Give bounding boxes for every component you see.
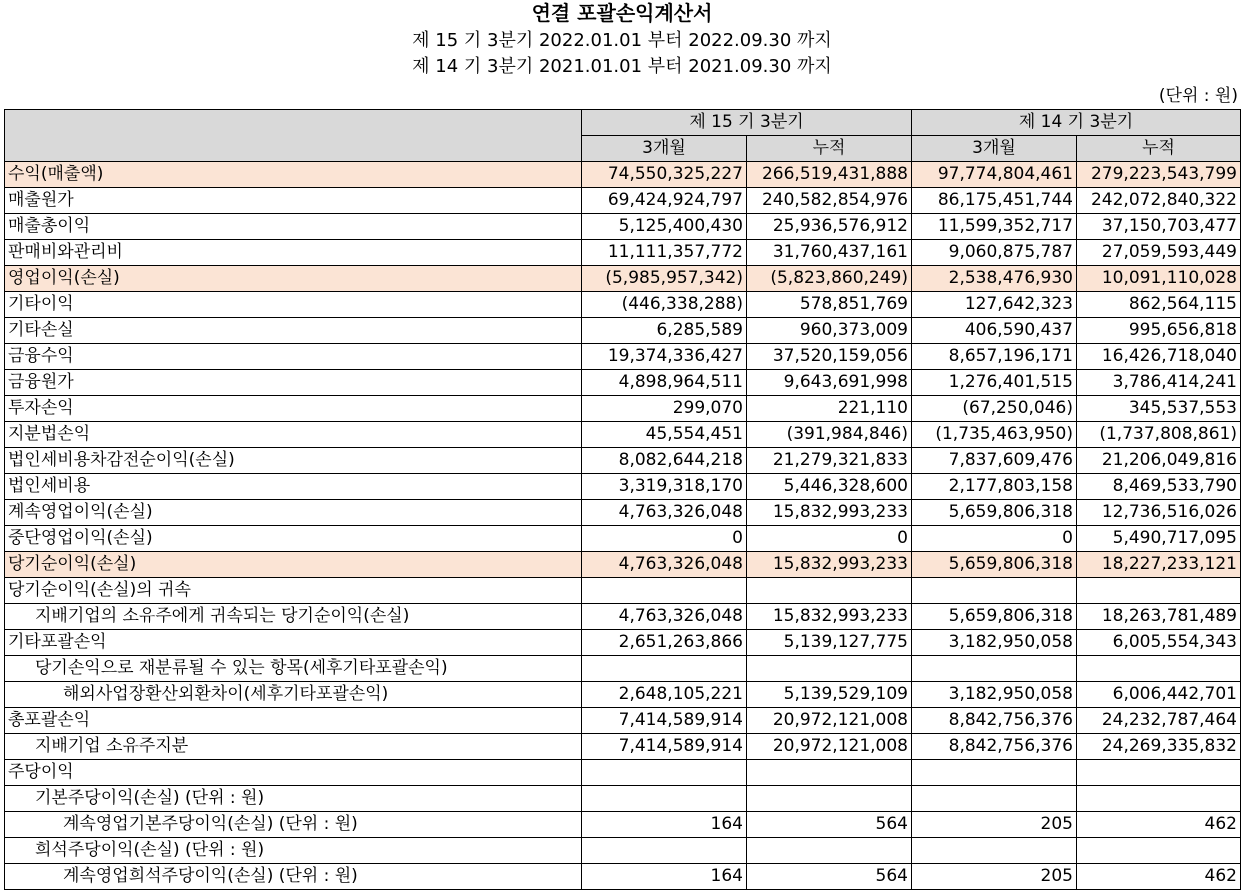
cell-current-cum: 5,446,328,600 [747,474,912,500]
cell-prior-3m: 2,538,476,930 [912,266,1077,292]
row-label: 지분법손익 [5,422,582,448]
cell-current-3m: 299,070 [582,396,747,422]
cell-current-3m: 0 [582,526,747,552]
table-row [5,188,1241,214]
cell-prior-3m: 3,182,950,058 [912,682,1077,708]
cell-prior-cum: 279,223,543,799 [1077,162,1241,188]
cell-prior-3m [912,578,1077,604]
header-prior-cum: 누적 [1077,136,1241,162]
table-row [5,838,1241,864]
cell-prior-3m: 8,657,196,171 [912,344,1077,370]
table-row [5,370,1241,396]
cell-prior-3m: 3,182,950,058 [912,630,1077,656]
cell-current-cum: 15,832,993,233 [747,500,912,526]
table-row [5,162,1241,188]
cell-prior-cum: 21,206,049,816 [1077,448,1241,474]
cell-current-3m: 6,285,589 [582,318,747,344]
cell-current-3m: 7,414,589,914 [582,734,747,760]
cell-current-cum: 9,643,691,998 [747,370,912,396]
row-label: 투자손익 [5,396,582,422]
cell-current-3m: 7,414,589,914 [582,708,747,734]
cell-prior-cum: 18,227,233,121 [1077,552,1241,578]
cell-prior-3m [912,760,1077,786]
cell-prior-3m [912,656,1077,682]
cell-current-3m: 3,319,318,170 [582,474,747,500]
row-label: 기타포괄손익 [5,630,582,656]
table-row [5,578,1241,604]
header-row-period [5,110,1241,136]
cell-prior-3m: 205 [912,812,1077,838]
row-label: 지배기업의 소유주에게 귀속되는 당기순이익(손실) [5,604,582,630]
cell-prior-cum [1077,786,1241,812]
cell-current-cum: (391,984,846) [747,422,912,448]
table-row [5,682,1241,708]
cell-current-cum: 960,373,009 [747,318,912,344]
cell-prior-3m: 205 [912,864,1077,890]
row-label: 매출총이익 [5,214,582,240]
table-row [5,266,1241,292]
table-row [5,864,1241,890]
row-label: 해외사업장환산외환차이(세후기타포괄손익) [5,682,582,708]
unit-label: (단위 : 원) [1158,86,1238,106]
row-label: 영업이익(손실) [5,266,582,292]
row-label: 계속영업기본주당이익(손실) (단위 : 원) [5,812,582,838]
cell-current-cum: 578,851,769 [747,292,912,318]
table-row [5,396,1241,422]
cell-prior-cum: 345,537,553 [1077,396,1241,422]
cell-prior-3m: (1,735,463,950) [912,422,1077,448]
row-label: 기본주당이익(손실) (단위 : 원) [5,786,582,812]
table-row [5,422,1241,448]
row-label: 매출원가 [5,188,582,214]
cell-prior-3m: 8,842,756,376 [912,708,1077,734]
row-label: 계속영업이익(손실) [5,500,582,526]
cell-prior-cum: 995,656,818 [1077,318,1241,344]
row-label: 금융수익 [5,344,582,370]
cell-prior-cum: 8,469,533,790 [1077,474,1241,500]
cell-prior-3m: 5,659,806,318 [912,552,1077,578]
cell-current-3m: 74,550,325,227 [582,162,747,188]
header-current-cum: 누적 [747,136,912,162]
cell-prior-3m: 5,659,806,318 [912,500,1077,526]
table-row [5,760,1241,786]
cell-prior-3m: 127,642,323 [912,292,1077,318]
cell-current-cum: 5,139,127,775 [747,630,912,656]
cell-prior-cum: 6,005,554,343 [1077,630,1241,656]
cell-current-cum: 221,110 [747,396,912,422]
cell-current-3m: 2,648,105,221 [582,682,747,708]
cell-current-cum: 564 [747,864,912,890]
table-row [5,318,1241,344]
cell-prior-3m: 11,599,352,717 [912,214,1077,240]
cell-prior-3m: 8,842,756,376 [912,734,1077,760]
cell-prior-cum: 462 [1077,864,1241,890]
cell-prior-3m [912,838,1077,864]
table-row [5,240,1241,266]
cell-prior-cum: 462 [1077,812,1241,838]
row-label: 법인세비용차감전순이익(손실) [5,448,582,474]
cell-prior-3m: 2,177,803,158 [912,474,1077,500]
table-row [5,552,1241,578]
cell-prior-3m: 7,837,609,476 [912,448,1077,474]
table-row [5,344,1241,370]
cell-current-cum: 20,972,121,008 [747,734,912,760]
cell-prior-cum: 862,564,115 [1077,292,1241,318]
cell-current-3m: 8,082,644,218 [582,448,747,474]
table-row [5,734,1241,760]
table-row [5,474,1241,500]
header-current-period: 제 15 기 3분기 [582,110,912,136]
cell-current-cum [747,760,912,786]
cell-current-3m: (5,985,957,342) [582,266,747,292]
statement-title: 연결 포괄손익계산서 [531,1,713,25]
cell-prior-3m: 0 [912,526,1077,552]
cell-prior-3m: 406,590,437 [912,318,1077,344]
row-label: 중단영업이익(손실) [5,526,582,552]
cell-current-3m: 2,651,263,866 [582,630,747,656]
header-prior-period: 제 14 기 3분기 [912,110,1241,136]
cell-current-cum: 21,279,321,833 [747,448,912,474]
cell-prior-cum: (1,737,808,861) [1077,422,1241,448]
cell-current-cum: 564 [747,812,912,838]
cell-current-3m [582,760,747,786]
cell-current-3m [582,656,747,682]
cell-current-cum: 0 [747,526,912,552]
cell-prior-cum [1077,578,1241,604]
table-row [5,656,1241,682]
cell-prior-cum: 3,786,414,241 [1077,370,1241,396]
cell-current-3m: 164 [582,864,747,890]
table-row [5,630,1241,656]
cell-prior-cum: 12,736,516,026 [1077,500,1241,526]
table-row [5,812,1241,838]
cell-current-cum: 20,972,121,008 [747,708,912,734]
cell-prior-3m: 9,060,875,787 [912,240,1077,266]
cell-current-3m: 164 [582,812,747,838]
cell-current-3m: 4,763,326,048 [582,500,747,526]
row-label: 기타이익 [5,292,582,318]
cell-current-cum [747,578,912,604]
cell-current-3m: 4,898,964,511 [582,370,747,396]
period-prior: 제 14 기 3분기 2021.01.01 부터 2021.09.30 까지 [412,56,832,77]
table-row [5,604,1241,630]
row-label: 수익(매출액) [5,162,582,188]
cell-current-cum: 31,760,437,161 [747,240,912,266]
header-prior-3m: 3개월 [912,136,1077,162]
cell-current-3m [582,578,747,604]
row-label: 당기순이익(손실)의 귀속 [5,578,582,604]
cell-prior-cum: 24,232,787,464 [1077,708,1241,734]
header-account [5,110,582,162]
cell-current-cum: 5,139,529,109 [747,682,912,708]
cell-prior-cum: 27,059,593,449 [1077,240,1241,266]
cell-current-3m: 69,424,924,797 [582,188,747,214]
cell-prior-cum [1077,760,1241,786]
row-label: 기타손실 [5,318,582,344]
cell-current-cum [747,786,912,812]
cell-current-3m: 19,374,336,427 [582,344,747,370]
cell-prior-cum [1077,656,1241,682]
cell-current-cum: 240,582,854,976 [747,188,912,214]
row-label: 당기손익으로 재분류될 수 있는 항목(세후기타포괄손익) [5,656,582,682]
cell-current-cum: 15,832,993,233 [747,604,912,630]
cell-prior-cum: 242,072,840,322 [1077,188,1241,214]
cell-current-3m: 4,763,326,048 [582,552,747,578]
row-label: 금융원가 [5,370,582,396]
cell-current-cum: 25,936,576,912 [747,214,912,240]
cell-prior-3m: 97,774,804,461 [912,162,1077,188]
row-label: 지배기업 소유주지분 [5,734,582,760]
row-label: 법인세비용 [5,474,582,500]
row-label: 판매비와관리비 [5,240,582,266]
cell-current-3m: 4,763,326,048 [582,604,747,630]
cell-prior-cum: 16,426,718,040 [1077,344,1241,370]
row-label: 계속영업희석주당이익(손실) (단위 : 원) [5,864,582,890]
cell-current-cum: (5,823,860,249) [747,266,912,292]
cell-current-cum [747,838,912,864]
cell-prior-3m [912,786,1077,812]
table-row [5,292,1241,318]
cell-current-3m: (446,338,288) [582,292,747,318]
header-current-3m: 3개월 [582,136,747,162]
cell-prior-3m: 1,276,401,515 [912,370,1077,396]
cell-current-cum: 266,519,431,888 [747,162,912,188]
row-label: 희석주당이익(손실) (단위 : 원) [5,838,582,864]
cell-current-3m: 5,125,400,430 [582,214,747,240]
cell-prior-cum: 5,490,717,095 [1077,526,1241,552]
cell-prior-3m: 86,175,451,744 [912,188,1077,214]
cell-prior-cum: 6,006,442,701 [1077,682,1241,708]
row-label: 당기순이익(손실) [5,552,582,578]
cell-current-3m [582,838,747,864]
period-current: 제 15 기 3분기 2022.01.01 부터 2022.09.30 까지 [412,30,832,51]
cell-current-3m: 45,554,451 [582,422,747,448]
table-row [5,448,1241,474]
row-label: 총포괄손익 [5,708,582,734]
cell-current-3m: 11,111,357,772 [582,240,747,266]
income-statement-table [4,109,1241,890]
cell-prior-3m: 5,659,806,318 [912,604,1077,630]
cell-prior-cum: 10,091,110,028 [1077,266,1241,292]
cell-prior-cum [1077,838,1241,864]
cell-current-cum [747,656,912,682]
table-row [5,526,1241,552]
table-row [5,786,1241,812]
cell-current-cum: 15,832,993,233 [747,552,912,578]
table-row [5,214,1241,240]
row-label: 주당이익 [5,760,582,786]
cell-prior-cum: 18,263,781,489 [1077,604,1241,630]
cell-current-3m [582,786,747,812]
cell-prior-3m: (67,250,046) [912,396,1077,422]
cell-prior-cum: 37,150,703,477 [1077,214,1241,240]
cell-prior-cum: 24,269,335,832 [1077,734,1241,760]
table-row [5,708,1241,734]
cell-current-cum: 37,520,159,056 [747,344,912,370]
table-row [5,500,1241,526]
